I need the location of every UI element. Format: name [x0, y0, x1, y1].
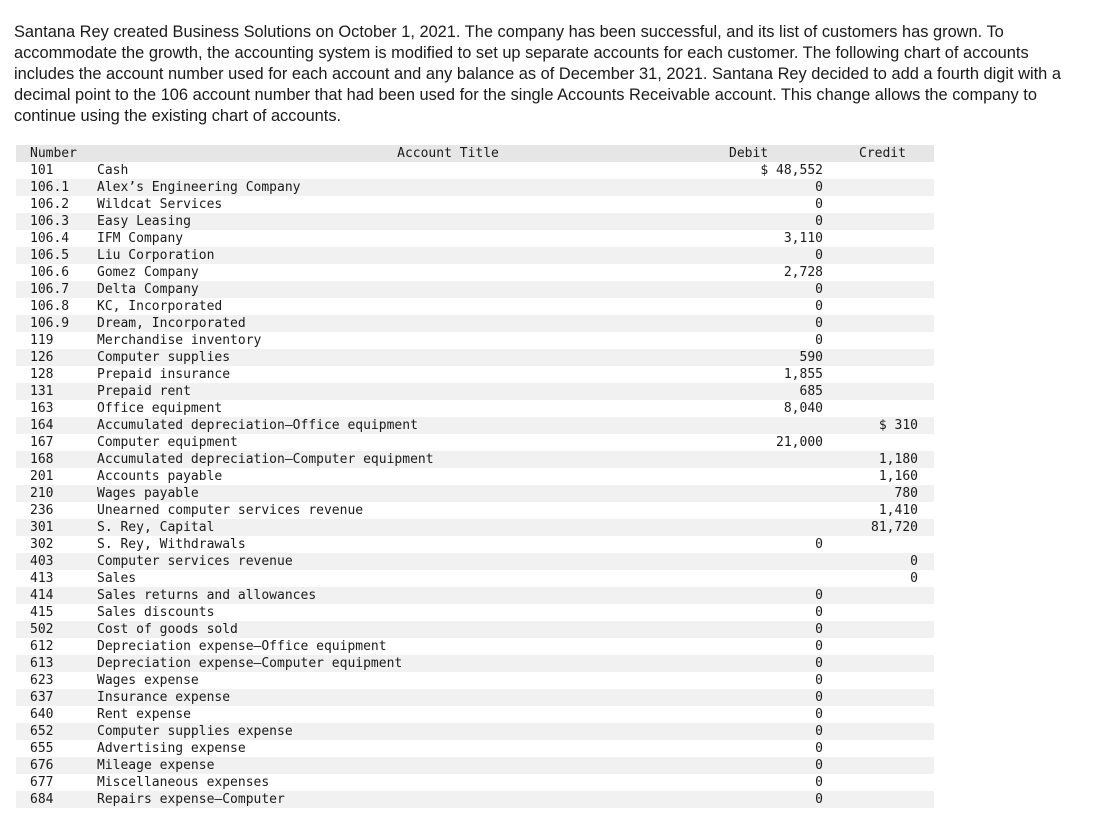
account-title: Easy Leasing — [97, 213, 719, 230]
table-row — [16, 757, 934, 774]
debit-amount — [719, 570, 837, 587]
account-title: Wages payable — [97, 485, 719, 502]
account-title: KC, Incorporated — [97, 299, 223, 314]
credit-amount — [837, 179, 934, 196]
credit-amount — [837, 383, 934, 400]
debit-amount: 0 — [815, 673, 823, 688]
account-title: Cash — [97, 163, 129, 178]
debit-amount — [719, 417, 837, 434]
table-row — [16, 264, 934, 281]
account-title: Mileage expense — [97, 757, 719, 774]
account-number: 403 — [16, 553, 97, 570]
account-title: IFM Company — [97, 231, 184, 246]
account-title: Advertising expense — [97, 741, 246, 756]
table-row — [16, 519, 934, 536]
table-row — [16, 332, 934, 349]
credit-amount — [837, 264, 934, 281]
credit-amount — [837, 349, 934, 366]
account-title: Prepaid insurance — [97, 367, 231, 382]
account-number: 128 — [30, 367, 54, 382]
table-row — [16, 383, 934, 400]
account-number: 652 — [16, 723, 97, 740]
account-title: Gomez Company — [97, 265, 199, 280]
account-title: Cost of goods sold — [97, 621, 719, 638]
table-row — [16, 706, 934, 723]
debit-amount: 0 — [719, 791, 837, 808]
debit-amount: 0 — [815, 707, 823, 722]
account-number: 612 — [30, 639, 54, 654]
account-number: 676 — [16, 757, 97, 774]
credit-amount — [837, 213, 934, 230]
account-number: 126 — [16, 349, 97, 366]
header-credit: Credit — [837, 145, 934, 162]
table-row — [16, 162, 934, 179]
account-number: 106.7 — [16, 281, 97, 298]
table-row — [16, 587, 934, 604]
credit-amount — [837, 757, 934, 774]
table-row — [16, 502, 934, 519]
table-row — [16, 604, 934, 621]
account-number: 301 — [16, 519, 97, 536]
debit-amount: 0 — [719, 621, 837, 638]
table-row — [16, 536, 934, 553]
header-account-title: Account Title — [97, 145, 719, 162]
credit-amount — [837, 230, 934, 247]
account-title: Computer equipment — [97, 435, 238, 450]
account-number: 236 — [30, 503, 54, 518]
credit-amount: 81,720 — [837, 519, 934, 536]
account-number: 414 — [16, 587, 97, 604]
account-number: 640 — [30, 707, 54, 722]
credit-amount — [837, 366, 934, 383]
account-number: 210 — [16, 485, 97, 502]
account-number: 415 — [30, 605, 54, 620]
table-row — [16, 196, 934, 213]
table-row — [16, 485, 934, 502]
account-title: Alex’s Engineering Company — [97, 179, 719, 196]
account-number: 655 — [30, 741, 54, 756]
debit-amount: 0 — [815, 741, 823, 756]
table-row — [16, 638, 934, 655]
account-title: Repairs expense—Computer — [97, 791, 719, 808]
account-number: 106.6 — [30, 265, 70, 280]
debit-amount: 0 — [815, 299, 823, 314]
account-number: 413 — [30, 571, 54, 586]
table-row — [16, 179, 934, 196]
account-number: 684 — [16, 791, 97, 808]
debit-amount: 0 — [719, 179, 837, 196]
intro-paragraph: Santana Rey created Business Solutions on October 1, 2021. The company has been successful, and its list of customers has grown. To accommodate the growth, the accounting system is modified to set up separate accounts for each customer. The following chart of accounts includes the account number used for each account and any balance as of December 31, 2021. Santana Rey decided to add a fourth digit with a decimal point to the 106 account number that had been used for the single Accounts Receivable account. This change allows the company to continue using the existing chart of accounts. — [14, 23, 1061, 125]
account-number: 613 — [16, 655, 97, 672]
table-row — [16, 723, 934, 740]
credit-amount — [837, 638, 934, 655]
debit-amount: 590 — [719, 349, 837, 366]
table-row — [16, 672, 934, 689]
debit-amount: 0 — [815, 775, 823, 790]
table-row — [16, 315, 934, 332]
account-number: 502 — [16, 621, 97, 638]
account-title: S. Rey, Capital — [97, 519, 719, 536]
table-row — [16, 281, 934, 298]
table-row — [16, 298, 934, 315]
credit-amount — [837, 434, 934, 451]
table-row — [16, 570, 934, 587]
account-title: Accumulated depreciation—Computer equipment — [97, 451, 719, 468]
credit-amount — [837, 196, 934, 213]
debit-amount: 0 — [815, 537, 823, 552]
debit-amount: 685 — [719, 383, 837, 400]
credit-amount — [837, 587, 934, 604]
table-row — [16, 791, 934, 808]
debit-amount: 2,728 — [783, 265, 823, 280]
debit-amount: 0 — [719, 655, 837, 672]
account-title: Accumulated depreciation—Office equipment — [97, 417, 719, 434]
debit-amount: 0 — [815, 333, 823, 348]
debit-amount: 8,040 — [783, 401, 823, 416]
credit-amount: 1,410 — [878, 503, 918, 518]
account-number: 168 — [16, 451, 97, 468]
account-title: Depreciation expense—Office equipment — [97, 639, 387, 654]
table-row — [16, 247, 934, 264]
account-title: Rent expense — [97, 707, 191, 722]
table-row — [16, 655, 934, 672]
debit-amount: 21,000 — [776, 435, 823, 450]
debit-amount — [719, 451, 837, 468]
table-row — [16, 468, 934, 485]
account-title: Prepaid rent — [97, 383, 719, 400]
account-number: 623 — [30, 673, 54, 688]
debit-amount: 0 — [719, 757, 837, 774]
account-title: Liu Corporation — [97, 247, 719, 264]
credit-amount — [837, 332, 934, 349]
account-title: Depreciation expense—Computer equipment — [97, 655, 719, 672]
table-header-row — [16, 145, 934, 162]
debit-amount: 0 — [719, 689, 837, 706]
account-title: Merchandise inventory — [97, 333, 262, 348]
account-number: 163 — [30, 401, 54, 416]
header-number: Number — [16, 145, 97, 162]
table-row — [16, 349, 934, 366]
account-number: 106.8 — [30, 299, 70, 314]
credit-amount: 0 — [910, 571, 918, 586]
table-row — [16, 366, 934, 383]
account-number: 119 — [30, 333, 54, 348]
account-title: Unearned computer services revenue — [97, 503, 364, 518]
account-title: Wages expense — [97, 673, 199, 688]
credit-amount — [837, 672, 934, 689]
credit-amount — [837, 162, 934, 179]
debit-amount: 0 — [815, 197, 823, 212]
account-number: 106.4 — [30, 231, 70, 246]
credit-amount — [837, 723, 934, 740]
account-number: 106.3 — [16, 213, 97, 230]
credit-amount — [837, 655, 934, 672]
credit-amount: 0 — [837, 553, 934, 570]
account-number: 101 — [30, 163, 54, 178]
debit-amount — [719, 553, 837, 570]
account-title: Computer supplies — [97, 349, 719, 366]
table-row — [16, 230, 934, 247]
table-row — [16, 740, 934, 757]
account-number: 302 — [30, 537, 54, 552]
credit-amount: $ 310 — [837, 417, 934, 434]
account-title: Office equipment — [97, 401, 223, 416]
account-title: S. Rey, Withdrawals — [97, 537, 246, 552]
account-title: Computer services revenue — [97, 553, 719, 570]
table-body — [16, 162, 934, 808]
account-number: 106.2 — [30, 197, 70, 212]
account-title: Dream, Incorporated — [97, 315, 719, 332]
table-row — [16, 451, 934, 468]
debit-amount: 0 — [719, 281, 837, 298]
account-number: 677 — [30, 775, 54, 790]
credit-amount — [837, 740, 934, 757]
table-row — [16, 553, 934, 570]
debit-amount: $ 48,552 — [760, 163, 823, 178]
debit-amount: 0 — [719, 213, 837, 230]
table-row — [16, 400, 934, 417]
account-number: 131 — [16, 383, 97, 400]
account-number: 106.1 — [16, 179, 97, 196]
account-number: 167 — [30, 435, 54, 450]
account-title: Sales — [97, 571, 137, 586]
debit-amount — [719, 485, 837, 502]
debit-amount — [719, 468, 837, 485]
credit-amount: 780 — [837, 485, 934, 502]
credit-amount: 1,180 — [837, 451, 934, 468]
debit-amount — [719, 502, 837, 519]
header-debit: Debit — [719, 145, 837, 162]
credit-amount — [837, 400, 934, 417]
table-row — [16, 774, 934, 791]
credit-amount — [837, 689, 934, 706]
credit-amount — [837, 604, 934, 621]
debit-amount: 0 — [719, 723, 837, 740]
chart-of-accounts-table — [16, 145, 934, 808]
account-number: 106.9 — [16, 315, 97, 332]
credit-amount — [837, 706, 934, 723]
credit-amount — [837, 774, 934, 791]
debit-amount: 0 — [815, 639, 823, 654]
table-row — [16, 417, 934, 434]
account-number: 106.5 — [16, 247, 97, 264]
debit-amount: 0 — [815, 605, 823, 620]
debit-amount: 3,110 — [783, 231, 823, 246]
account-title: Delta Company — [97, 281, 719, 298]
debit-amount: 1,855 — [783, 367, 823, 382]
account-title: Sales discounts — [97, 605, 215, 620]
account-number: 164 — [16, 417, 97, 434]
credit-amount: 1,160 — [878, 469, 918, 484]
account-number: 637 — [16, 689, 97, 706]
table-row — [16, 621, 934, 638]
credit-amount — [837, 315, 934, 332]
credit-amount — [837, 281, 934, 298]
account-number: 201 — [30, 469, 54, 484]
account-title: Miscellaneous expenses — [97, 775, 270, 790]
table-row — [16, 434, 934, 451]
account-title: Wildcat Services — [97, 197, 223, 212]
credit-amount — [837, 247, 934, 264]
account-title: Insurance expense — [97, 689, 719, 706]
table-row — [16, 689, 934, 706]
account-title: Computer supplies expense — [97, 723, 719, 740]
credit-amount — [837, 621, 934, 638]
credit-amount — [837, 298, 934, 315]
credit-amount — [837, 791, 934, 808]
debit-amount: 0 — [719, 315, 837, 332]
credit-amount — [837, 536, 934, 553]
account-title: Sales returns and allowances — [97, 587, 719, 604]
table-row — [16, 213, 934, 230]
account-title: Accounts payable — [97, 469, 223, 484]
debit-amount — [719, 519, 837, 536]
debit-amount: 0 — [719, 587, 837, 604]
debit-amount: 0 — [719, 247, 837, 264]
